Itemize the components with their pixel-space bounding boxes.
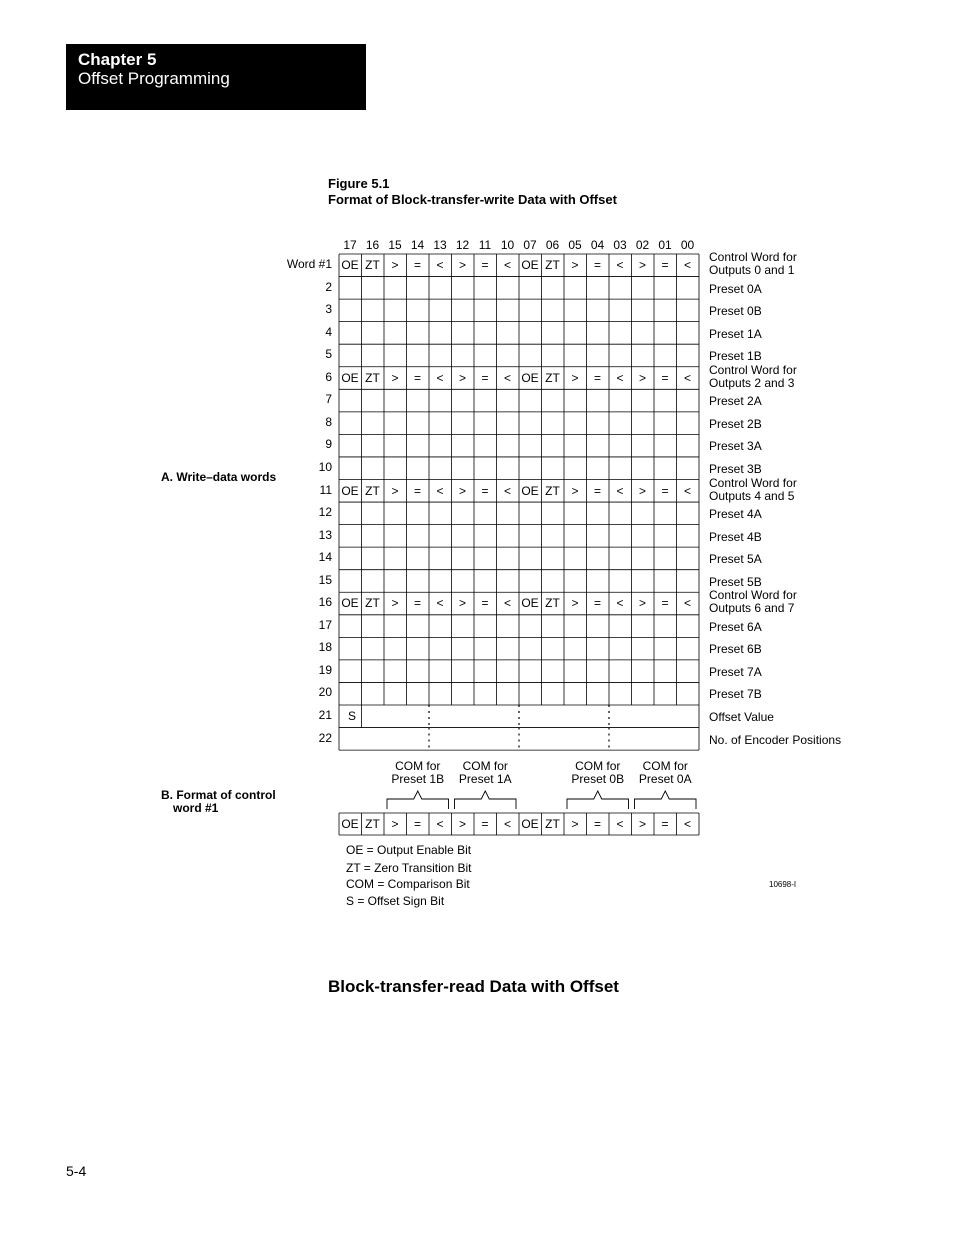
com-label-line: COM for bbox=[395, 759, 441, 773]
control-bit: = bbox=[481, 370, 489, 385]
row-description-line: Preset 4B bbox=[709, 529, 762, 544]
control-bit: > bbox=[391, 596, 399, 611]
row-label: 16 bbox=[318, 595, 332, 610]
row-description-line: Preset 5A bbox=[709, 552, 762, 567]
row-description-line: Outputs 2 and 3 bbox=[709, 375, 795, 390]
bit-number: 04 bbox=[590, 238, 605, 252]
control-bit: > bbox=[458, 258, 466, 272]
control-format-bit: > bbox=[571, 817, 579, 831]
control-bit: < bbox=[436, 370, 444, 385]
com-label bbox=[630, 760, 700, 786]
com-label bbox=[450, 760, 520, 786]
row-label: 12 bbox=[318, 505, 332, 520]
control-bit: > bbox=[458, 483, 466, 498]
row-description-line: Preset 2B bbox=[709, 416, 762, 431]
row-label: 4 bbox=[325, 324, 332, 339]
com-label-line: Preset 0A bbox=[638, 772, 692, 786]
control-bit: OE bbox=[521, 596, 539, 611]
section-b-line-1: B. Format of control bbox=[161, 788, 276, 802]
bit-number: 07 bbox=[523, 238, 537, 252]
row-description-line: Control Word for bbox=[709, 475, 797, 490]
bit-number: 03 bbox=[613, 238, 627, 252]
figure-label: Figure 5.1 bbox=[328, 176, 390, 191]
control-format-bit: OE bbox=[521, 817, 539, 831]
control-format-bit: = bbox=[661, 817, 669, 831]
com-group-brace bbox=[635, 791, 697, 809]
control-bit: = bbox=[481, 596, 489, 611]
row-description-line: Control Word for bbox=[709, 250, 797, 264]
control-bit: ZT bbox=[545, 370, 560, 385]
com-group-brace bbox=[455, 791, 517, 809]
control-format-bit: ZT bbox=[365, 817, 380, 831]
control-bit: > bbox=[458, 596, 466, 611]
row-label: 3 bbox=[325, 302, 332, 317]
chapter-number: Chapter 5 bbox=[78, 50, 157, 69]
control-bit: OE bbox=[341, 483, 359, 498]
control-bit: < bbox=[616, 370, 624, 385]
com-group-brace bbox=[387, 791, 449, 809]
control-bit: > bbox=[571, 483, 579, 498]
row-label: 6 bbox=[325, 369, 332, 384]
control-bit: = bbox=[661, 596, 669, 611]
sign-bit: S bbox=[347, 709, 356, 723]
control-bit: = bbox=[661, 483, 669, 498]
row-description-line: Outputs 0 and 1 bbox=[709, 263, 795, 277]
com-label bbox=[383, 760, 453, 786]
control-bit: < bbox=[503, 370, 511, 385]
control-bit: < bbox=[616, 258, 624, 272]
control-bit: OE bbox=[341, 258, 359, 272]
control-bit: > bbox=[638, 596, 646, 611]
bit-number: 06 bbox=[545, 238, 560, 252]
bit-number: 12 bbox=[455, 238, 470, 252]
control-bit: > bbox=[571, 596, 579, 611]
control-bit: < bbox=[683, 370, 691, 385]
control-bit: = bbox=[413, 483, 421, 498]
control-bit: = bbox=[481, 483, 489, 498]
row-label: 17 bbox=[318, 617, 332, 632]
section-b-line-2: word #1 bbox=[173, 801, 219, 815]
bit-number: 17 bbox=[343, 238, 357, 252]
control-bit: < bbox=[436, 596, 444, 611]
row-description-line: Preset 1B bbox=[709, 349, 762, 364]
row-description-line: Control Word for bbox=[709, 588, 797, 603]
row-description-line: Preset 6B bbox=[709, 642, 762, 657]
control-bit: = bbox=[661, 370, 669, 385]
control-bit: OE bbox=[521, 370, 539, 385]
row-description-line: No. of Encoder Positions bbox=[709, 732, 842, 747]
row-label: 8 bbox=[325, 414, 332, 429]
row-label: 15 bbox=[318, 572, 332, 587]
control-bit: < bbox=[503, 596, 511, 611]
row-label: 18 bbox=[318, 640, 332, 655]
com-label-line: Preset 0B bbox=[571, 772, 625, 786]
control-bit: < bbox=[503, 258, 511, 272]
control-bit: OE bbox=[341, 596, 359, 611]
row-description-line: Preset 1A bbox=[709, 326, 762, 341]
com-label-line: COM for bbox=[642, 759, 688, 773]
control-format-bit: > bbox=[391, 817, 399, 831]
row-label: 2 bbox=[325, 279, 332, 294]
row-label: 22 bbox=[318, 730, 332, 745]
control-format-bit: = bbox=[593, 817, 601, 831]
row-description-line: Offset Value bbox=[709, 710, 774, 724]
bit-number: 16 bbox=[365, 238, 380, 252]
control-bit: < bbox=[616, 596, 624, 611]
control-bit: > bbox=[391, 370, 399, 385]
control-bit: > bbox=[391, 258, 399, 272]
control-bit: > bbox=[571, 258, 579, 272]
row-description-line: Preset 6A bbox=[709, 619, 762, 634]
row-label: 11 bbox=[319, 482, 332, 497]
com-label bbox=[563, 760, 633, 786]
control-bit: ZT bbox=[545, 596, 560, 611]
control-bit: < bbox=[616, 483, 624, 498]
row-label: 5 bbox=[325, 347, 332, 362]
control-bit: = bbox=[593, 596, 601, 611]
row-label: 9 bbox=[325, 437, 332, 452]
control-bit: = bbox=[413, 370, 421, 385]
control-bit: = bbox=[413, 258, 421, 272]
row-description-line: Preset 7B bbox=[709, 687, 762, 702]
legend-s: S = Offset Sign Bit bbox=[346, 894, 445, 908]
row-description-line: Preset 5B bbox=[709, 574, 762, 589]
control-bit: > bbox=[638, 370, 646, 385]
row-description-line: Control Word for bbox=[709, 362, 797, 377]
control-format-bit: < bbox=[616, 817, 624, 831]
row-description-line: Preset 0A bbox=[709, 281, 762, 296]
control-bit: = bbox=[661, 258, 669, 272]
row-label: 19 bbox=[318, 662, 332, 677]
row-description-line: Preset 7A bbox=[709, 664, 762, 679]
section-b-label bbox=[161, 789, 276, 815]
control-bit: > bbox=[571, 370, 579, 385]
bit-number: 05 bbox=[568, 238, 582, 252]
page-number: 5-4 bbox=[66, 1163, 87, 1179]
row-description-line: Outputs 6 and 7 bbox=[709, 601, 795, 616]
control-bit: ZT bbox=[365, 483, 380, 498]
control-bit: ZT bbox=[365, 596, 380, 611]
control-bit: ZT bbox=[545, 483, 560, 498]
control-format-bit: < bbox=[683, 817, 691, 831]
section-a-label: A. Write–data words bbox=[161, 470, 277, 484]
control-bit: > bbox=[458, 370, 466, 385]
com-label-line: COM for bbox=[575, 759, 621, 773]
legend-zt: ZT = Zero Transition Bit bbox=[346, 861, 472, 875]
figure-number: 10698-I bbox=[769, 880, 797, 889]
control-bit: = bbox=[593, 370, 601, 385]
legend-oe: OE = Output Enable Bit bbox=[346, 843, 472, 857]
control-bit: ZT bbox=[365, 370, 380, 385]
bit-number: 14 bbox=[410, 238, 425, 252]
control-bit: < bbox=[683, 483, 691, 498]
control-format-bit: > bbox=[638, 817, 646, 831]
bit-number: 15 bbox=[388, 238, 402, 252]
control-bit: < bbox=[436, 258, 444, 272]
com-group-brace bbox=[567, 791, 629, 809]
bit-number: 10 bbox=[500, 238, 515, 252]
row-description-line: Outputs 4 and 5 bbox=[709, 488, 795, 503]
com-label-line: COM for bbox=[462, 759, 508, 773]
control-bit: = bbox=[481, 258, 489, 272]
control-bit: < bbox=[503, 483, 511, 498]
control-format-bit: OE bbox=[341, 817, 359, 831]
row-label: 10 bbox=[318, 459, 332, 474]
com-label-line: Preset 1A bbox=[458, 772, 512, 786]
row-label: 14 bbox=[318, 550, 332, 565]
control-format-bit: < bbox=[436, 817, 444, 831]
row-label: Word #1 bbox=[286, 257, 332, 271]
control-bit: > bbox=[391, 483, 399, 498]
control-bit: ZT bbox=[545, 258, 560, 272]
section-heading: Block-transfer-read Data with Offset bbox=[328, 977, 619, 996]
control-bit: = bbox=[593, 483, 601, 498]
control-bit: < bbox=[436, 483, 444, 498]
bit-number: 02 bbox=[635, 238, 650, 252]
control-bit: > bbox=[638, 483, 646, 498]
control-bit: = bbox=[413, 596, 421, 611]
bit-number: 13 bbox=[433, 238, 447, 252]
legend-com: COM = Comparison Bit bbox=[346, 877, 470, 891]
control-bit: ZT bbox=[365, 258, 380, 272]
control-format-bit: > bbox=[458, 817, 466, 831]
row-label: 20 bbox=[318, 685, 332, 700]
control-bit: OE bbox=[341, 370, 359, 385]
bit-number: 01 bbox=[658, 238, 672, 252]
row-description-line: Preset 2A bbox=[709, 394, 762, 409]
chapter-title: Offset Programming bbox=[78, 69, 230, 88]
row-description-line: Preset 3B bbox=[709, 461, 762, 476]
row-description-line: Preset 0B bbox=[709, 304, 762, 319]
control-format-bit: = bbox=[481, 817, 489, 831]
control-bit: < bbox=[683, 258, 691, 272]
control-bit: OE bbox=[521, 258, 539, 272]
control-bit: < bbox=[683, 596, 691, 611]
control-bit: > bbox=[638, 258, 646, 272]
row-description-line: Preset 3A bbox=[709, 439, 762, 454]
row-label: 13 bbox=[318, 527, 332, 542]
com-label-line: Preset 1B bbox=[391, 772, 445, 786]
control-format-bit: ZT bbox=[545, 817, 560, 831]
control-format-bit: < bbox=[503, 817, 511, 831]
control-bit: OE bbox=[521, 483, 539, 498]
control-bit: = bbox=[593, 258, 601, 272]
row-description-line: Preset 4A bbox=[709, 507, 762, 522]
control-format-bit: = bbox=[413, 817, 421, 831]
row-label: 21 bbox=[318, 708, 332, 722]
figure-title: Format of Block-transfer-write Data with Offset bbox=[328, 192, 617, 207]
bit-number: 11 bbox=[478, 238, 492, 252]
row-label: 7 bbox=[325, 392, 332, 407]
bit-number: 00 bbox=[680, 238, 695, 252]
